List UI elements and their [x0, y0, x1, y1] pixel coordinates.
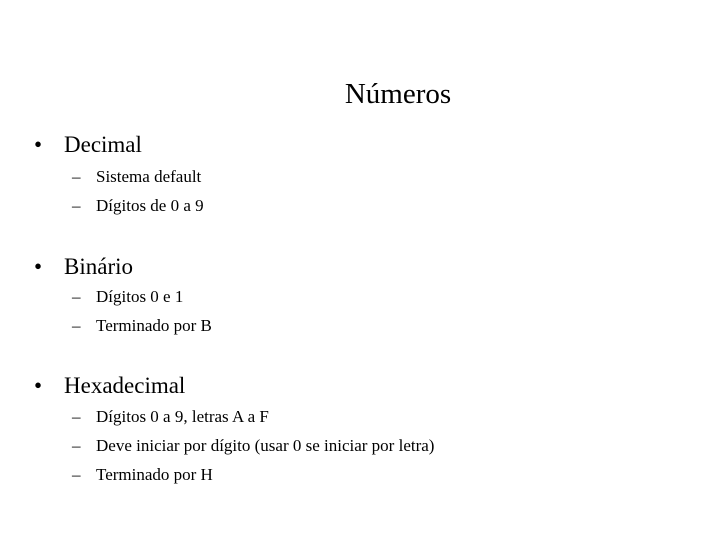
bullet-binario: [34, 253, 133, 281]
sub-item-text: Dígitos 0 e 1: [96, 287, 184, 306]
dash-icon: –: [72, 465, 81, 484]
sub-item-text: Sistema default: [96, 167, 202, 186]
sub-item: [72, 435, 434, 457]
sub-item-text: Terminado por H: [96, 465, 213, 484]
sub-item-text: Dígitos de 0 a 9: [96, 196, 204, 215]
bullet-hexadecimal: [34, 372, 185, 400]
bullet-decimal: [34, 131, 142, 159]
sub-item-text: Deve iniciar por dígito (usar 0 se iniciar por letra): [96, 436, 435, 455]
bullet-label: Decimal: [64, 132, 142, 157]
bullet-label: Binário: [64, 254, 133, 279]
sub-item-text: Dígitos 0 a 9, letras A a F: [96, 407, 269, 426]
bullet-icon: •: [34, 132, 43, 157]
dash-icon: –: [72, 196, 81, 215]
dash-icon: –: [72, 167, 81, 186]
slide-title-text: Números: [344, 78, 452, 110]
bullet-label: Hexadecimal: [64, 373, 186, 398]
bullet-icon: •: [34, 373, 43, 398]
dash-icon: –: [72, 287, 81, 306]
sub-item: [72, 286, 183, 308]
sub-item: [72, 315, 212, 337]
sub-item: [72, 195, 204, 217]
sub-item: [72, 166, 201, 188]
dash-icon: –: [72, 436, 81, 455]
slide-title: [0, 76, 720, 112]
sub-item: [72, 464, 213, 486]
sub-item-text: Terminado por B: [96, 316, 212, 335]
dash-icon: –: [72, 407, 81, 426]
sub-item: [72, 406, 269, 428]
dash-icon: –: [72, 316, 81, 335]
bullet-icon: •: [34, 254, 43, 279]
